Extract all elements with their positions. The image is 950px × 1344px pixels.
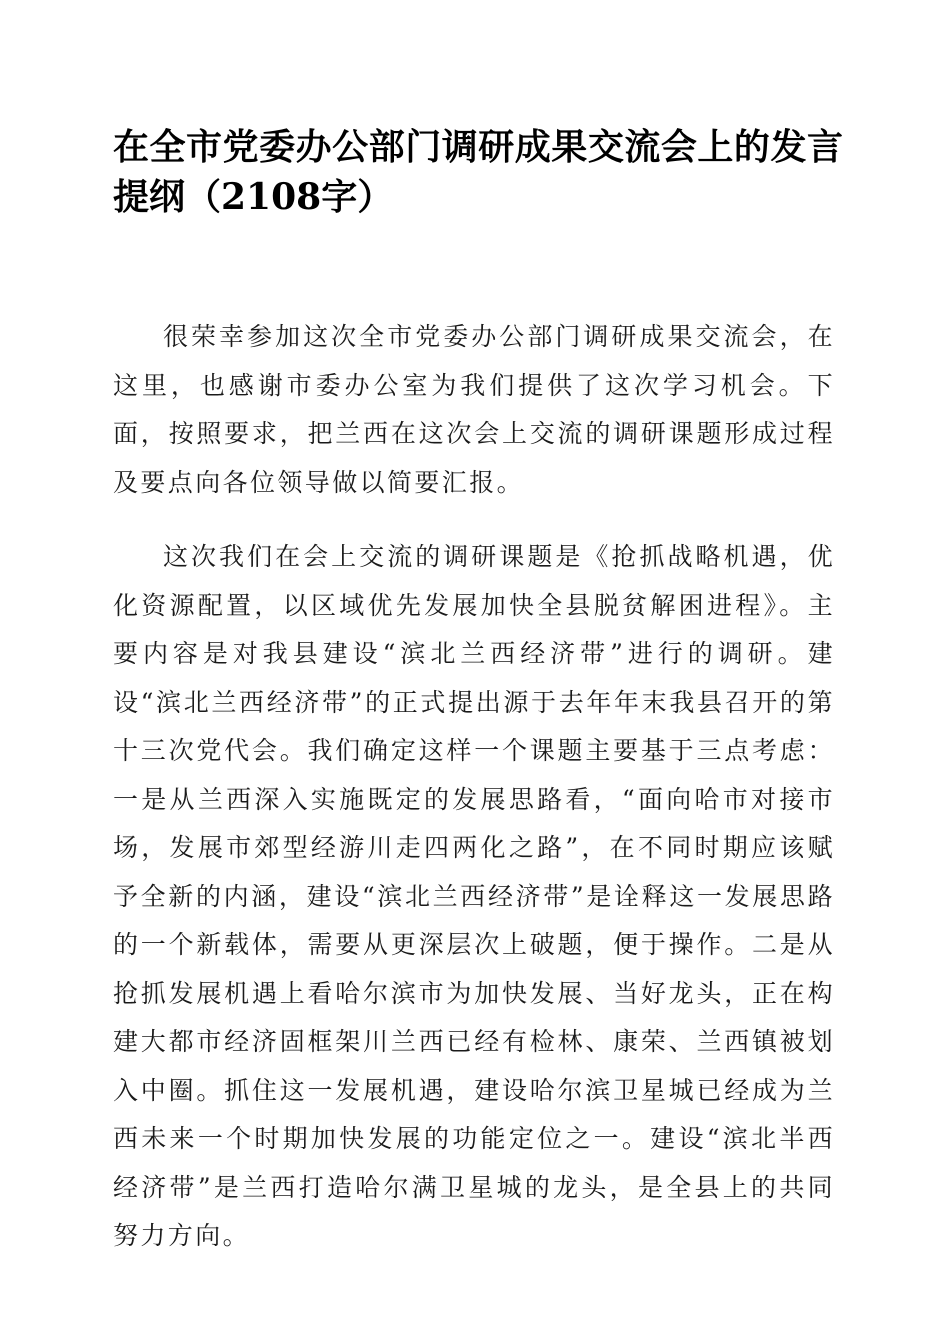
document-title: 在全市党委办公部门调研成果交流会上的发言提纲（2108字） [113,126,843,218]
paragraph-1: 很荣幸参加这次全市党委办公部门调研成果交流会，在这里，也感谢市委办公室为我们提供了这次学习机会。下面，按照要求，把兰西在这次会上交流的调研课题形成过程及要点向各位领导做以简要汇报。 [113,322,835,497]
document-body [113,313,835,1287]
paragraph-2: 这次我们在会上交流的调研课题是《抢抓战略机遇，优化资源配置，以区域优先发展加快全县脱贫解困进程》。主要内容是对我县建设“滨北兰西经济带”进行的调研。建设“滨北兰西经济带”的正式提出源于去年年末我县召开的第十三次党代会。我们确定这样一个课题主要基于三点考虑：一是从兰西深入实施既定的发展思路看，“面向哈市对接市场，发展市郊型经游川走四两化之路”，在不同时期应该赋予全新的内涵，建设“滨北兰西经济带”是诠释这一发展思路的一个新载体，需要从更深层次上破题，便于操作。二是从抢抓发展机遇上看哈尔滨市为加快发展、当好龙头，正在构建大都市经济固框架川兰西已经有检林、康荣、兰西镇被划入中圈。抓住这一发展机遇，建设哈尔滨卫星城已经成为兰西未来一个时期加快发展的功能定位之一。建设“滨北半西经济带”是兰西打造哈尔满卫星城的龙头，是全县上的共同努力方向。 [113,542,835,1250]
